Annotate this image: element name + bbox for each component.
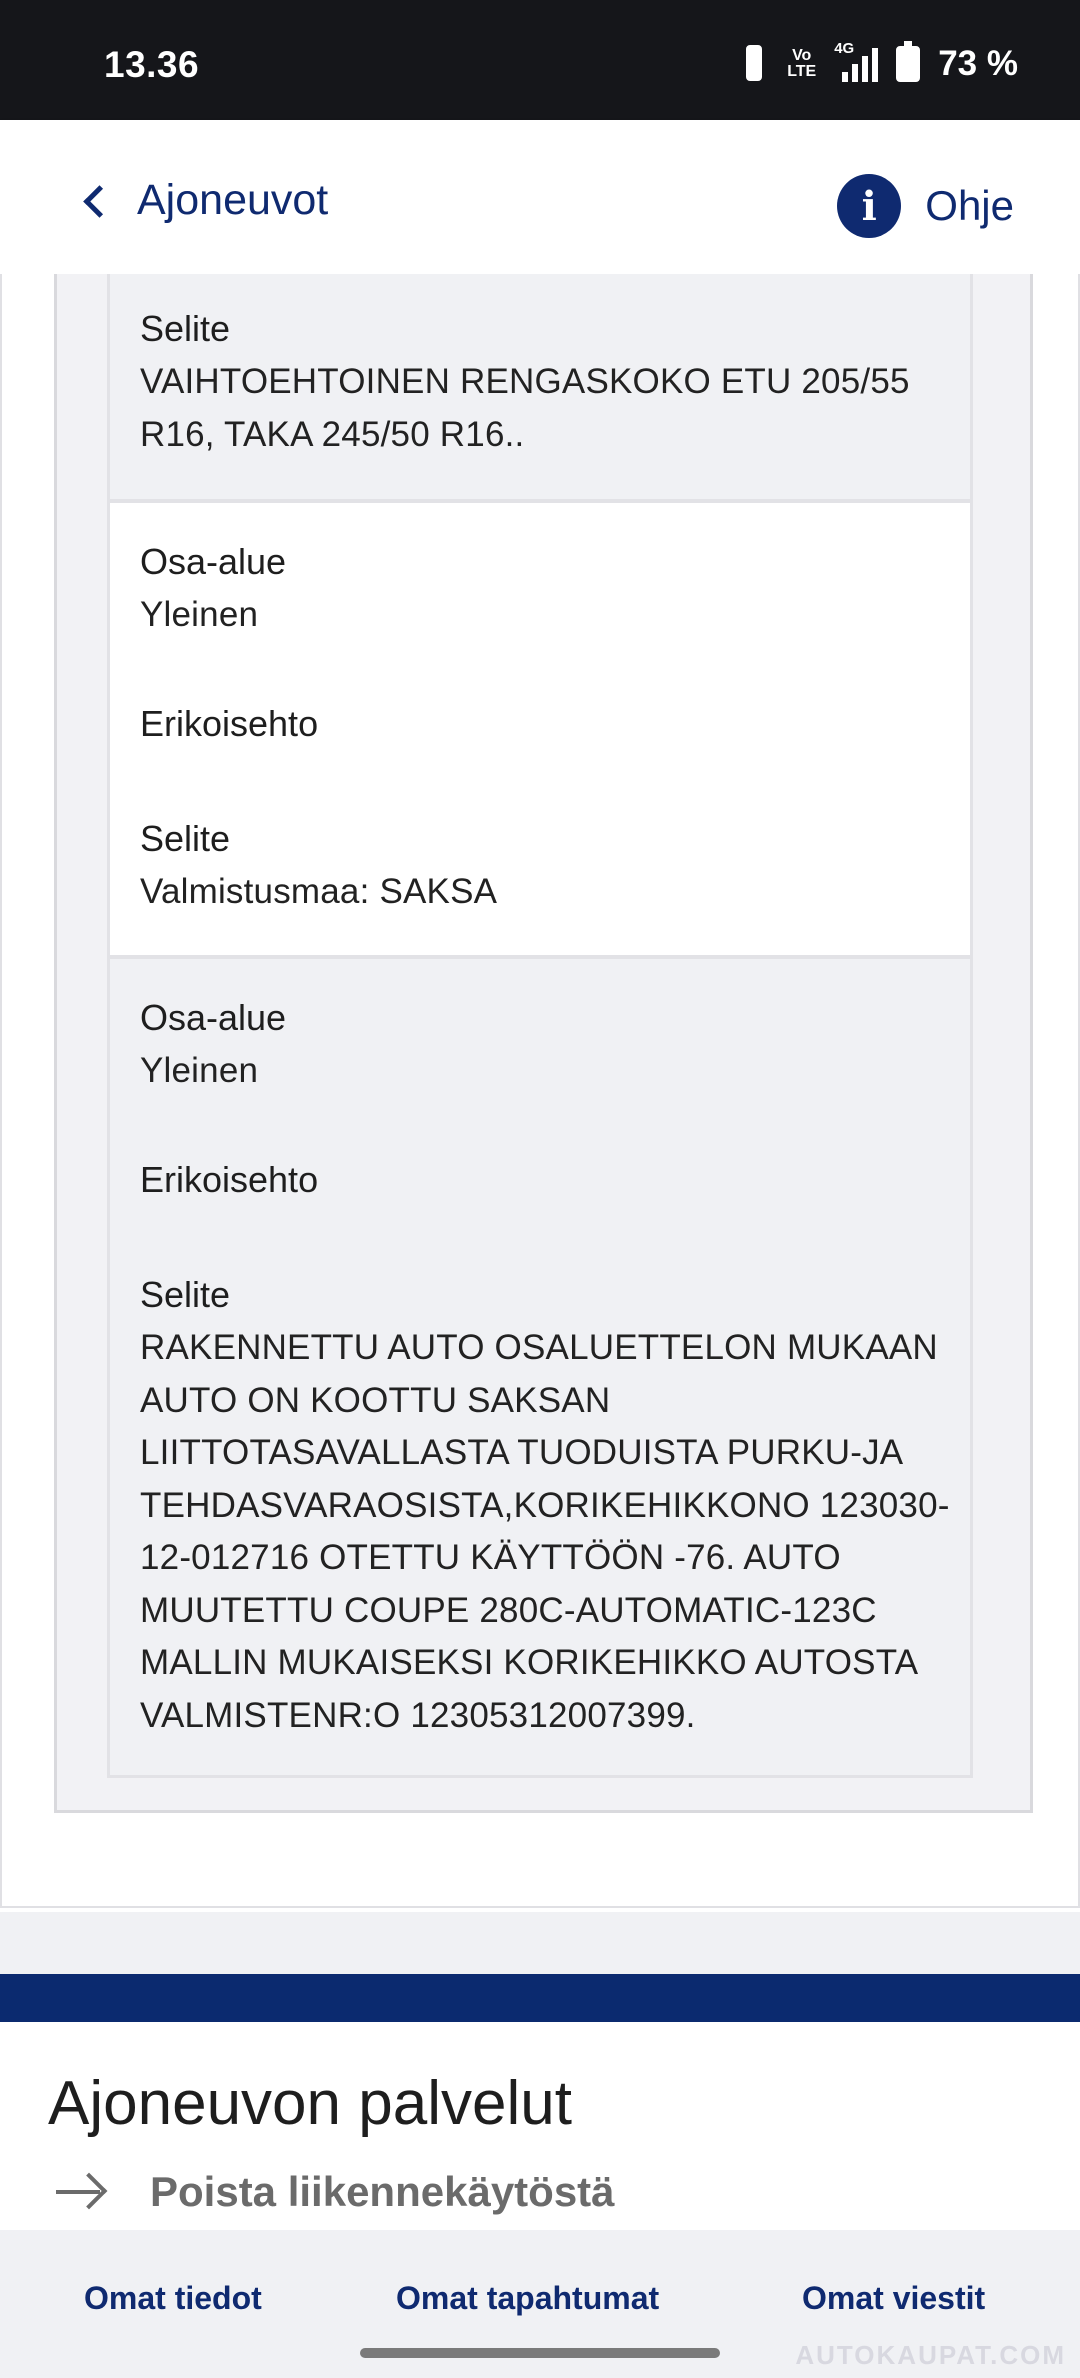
- arrow-right-icon: [56, 2190, 100, 2194]
- erikoisehto-label: Erikoisehto: [140, 1159, 319, 1200]
- selite-value: VAIHTOEHTOINEN RENGASKOKO ETU 205/55 R16, TAKA 245/50 R16..: [140, 362, 910, 454]
- nav-omat-tiedot[interactable]: Omat tiedot: [84, 2280, 262, 2316]
- back-label: Ajoneuvot: [137, 176, 329, 224]
- help-button[interactable]: [837, 174, 1014, 238]
- nav-omat-viestit[interactable]: Omat viestit: [802, 2280, 986, 2316]
- selite-value: RAKENNETTU AUTO OSALUETTELON MUKAAN AUTO ON KOOTTU SAKSAN LIITTOTASAVALLASTA TUODUISTA PURKU-JA TEHDASVARAOSISTA,KORIKEHIKKONO 123030-12-012716 OTETTU KÄYTTÖÖN -76. AUTO MUUTETTU COUPE 280C-AUTOMATIC-123C MALLIN MUKAISEKSI KORIKEHIKKO AUTOSTA VALMISTENR:O 12305312007399.: [140, 1328, 950, 1735]
- info-icon: i: [837, 174, 901, 238]
- remove-from-traffic-link[interactable]: [56, 2168, 615, 2216]
- selite-value: Valmistusmaa: SAKSA: [140, 872, 498, 911]
- vibrate-icon: [739, 45, 769, 83]
- watermark: AUTOKAUPAT.COM: [795, 2340, 1066, 2370]
- help-label: Ohje: [925, 182, 1014, 229]
- bottom-nav: [0, 2230, 1080, 2378]
- selite-label: Selite: [140, 1274, 231, 1315]
- status-time: 13.36: [104, 44, 200, 85]
- osa-alue-label: Osa-alue: [140, 997, 287, 1038]
- gesture-bar[interactable]: [360, 2348, 720, 2358]
- condition-item: [107, 274, 973, 502]
- nav-omat-tapahtumat[interactable]: Omat tapahtumat: [396, 2280, 660, 2316]
- back-button[interactable]: [88, 176, 328, 225]
- battery-level: 73 %: [938, 44, 1018, 83]
- osa-alue-value: Yleinen: [140, 595, 259, 634]
- osa-alue-label: Osa-alue: [140, 541, 287, 582]
- volte-icon: Vo LTE: [787, 47, 817, 80]
- erikoisehto-label: Erikoisehto: [140, 703, 319, 744]
- details-card: [0, 274, 1080, 1908]
- special-conditions-list: [54, 274, 1033, 1813]
- battery-icon: [896, 46, 920, 82]
- section-header-band: [0, 1974, 1080, 2022]
- condition-item: [107, 500, 973, 958]
- selite-label: Selite: [140, 308, 231, 349]
- chevron-left-icon: [83, 185, 116, 218]
- signal-icon: 4G: [834, 46, 878, 82]
- status-icons: [739, 40, 1018, 84]
- section-divider: [0, 1912, 1080, 1974]
- selite-label: Selite: [140, 818, 231, 859]
- app-header: [0, 120, 1080, 274]
- status-bar: [0, 0, 1080, 120]
- service-link-label: Poista liikennekäytöstä: [150, 2168, 615, 2215]
- services-title: Ajoneuvon palvelut: [48, 2069, 572, 2138]
- condition-item: [107, 956, 973, 1778]
- osa-alue-value: Yleinen: [140, 1051, 259, 1090]
